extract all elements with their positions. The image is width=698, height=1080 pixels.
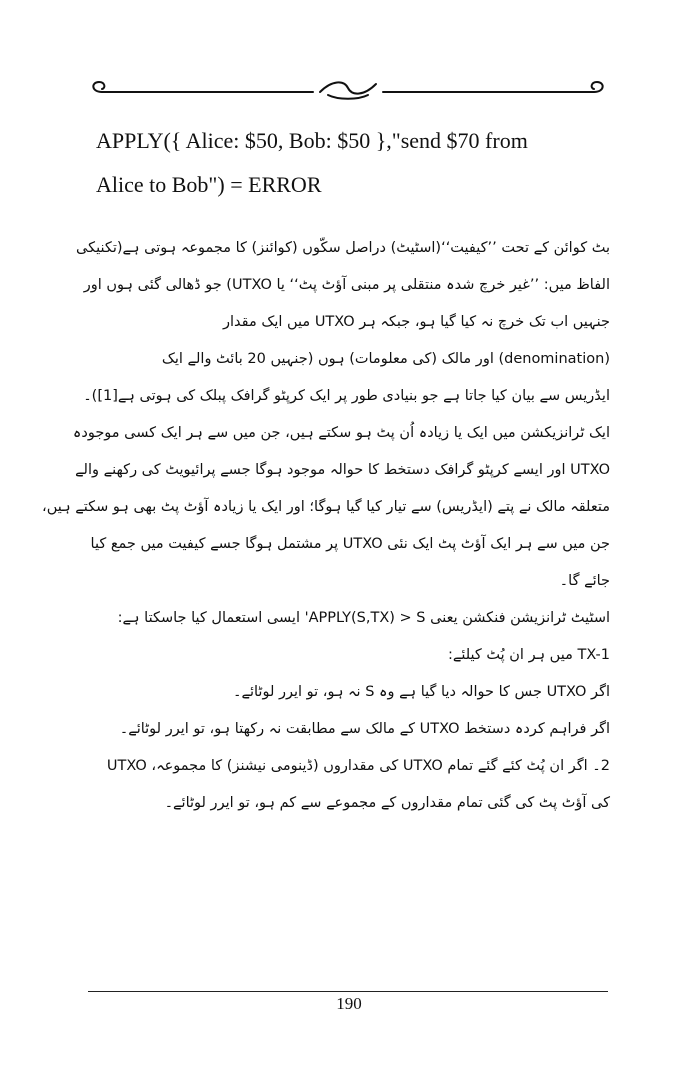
body-line: TX-1 میں ہر ان پُٹ کیلئے: [447, 647, 610, 663]
body-line: متعلقہ مالک نے پتے (ایڈریس) سے تیار کیا گیا ہوگا؛ اور ایک یا زیادہ آؤٹ پٹ بھی ہو سکتے ہیں، [42, 499, 610, 515]
body-line: ایک ٹرانزیکشن میں ایک یا زیادہ اُن پٹ ہو سکتے ہیں، جن میں سے ہر ایک کسی موجودہ [72, 425, 610, 441]
body-line: 2۔ اگر ان پُٹ کئے گئے تمام UTXO کی مقداروں (ڈینومی نیشنز) کا مجموعہ، UTXO [106, 758, 610, 774]
body-line: اگر فراہم کردہ دستخط UTXO کے مالک سے مطابقت نہ رکھتا ہو، تو ایرر لوٹائے۔ [119, 721, 610, 737]
body-line: بٹ کوائن کے تحت ’’کیفیت‘‘(اسٹیٹ) دراصل سکّوں (کوائنز) کا مجموعہ ہوتی ہے(تکنیکی [76, 240, 610, 256]
equation-line-1: APPLY({ Alice: $50, Bob: $50 },"send $70 from [96, 128, 528, 153]
page-number: 190 [336, 994, 362, 1013]
body-line: ایڈریس سے بیان کیا جاتا ہے جو بنیادی طور پر ایک کرپٹو گرافک پبلک کی ہوتی ہے[1])۔ [83, 388, 610, 404]
footer-divider [88, 991, 608, 992]
body-line: اگر UTXO جس کا حوالہ دیا گیا ہے وہ S نہ ہو، تو ایرر لوٹائے۔ [232, 684, 610, 700]
equation-line-2: Alice to Bob") = ERROR [96, 172, 322, 197]
body-line: اسٹیٹ ٹرانزیشن فنکشن یعنی APPLY(S,TX) > S' ایسی استعمال کیا جاسکتا ہے: [117, 610, 610, 626]
body-line: جائے گا۔ [559, 573, 610, 589]
body-line: (denomination) اور مالک (کی معلومات) ہوں (جنہیں 20 بائٹ والے ایک [161, 351, 610, 367]
body-line: جنہیں اب تک خرچ نہ کیا گیا ہو، جبکہ ہر UTXO میں ایک مقدار [223, 314, 610, 330]
body-line: UTXO اور ایسے کرپٹو گرافک دستخط کا حوالہ موجود ہوگا جسے پرائیویٹ کی رکھنے والے [75, 462, 610, 478]
body-line: کی آؤٹ پٹ کی گئی تمام مقداروں کے مجموعے سے کم ہو، تو ایرر لوٹائے۔ [164, 795, 610, 811]
body-line: الفاظ میں: ’’غیر خرچ شدہ منتقلی پر مبنی آؤٹ پٹ‘‘ یا UTXO) جو ڈھالی گئی ہوں اور [83, 277, 610, 293]
body-line: جن میں سے ہر ایک آؤٹ پٹ ایک نئی UTXO پر مشتمل ہوگا جسے کیفیت میں جمع کیا [90, 536, 610, 552]
header-ornament-icon [88, 76, 608, 100]
